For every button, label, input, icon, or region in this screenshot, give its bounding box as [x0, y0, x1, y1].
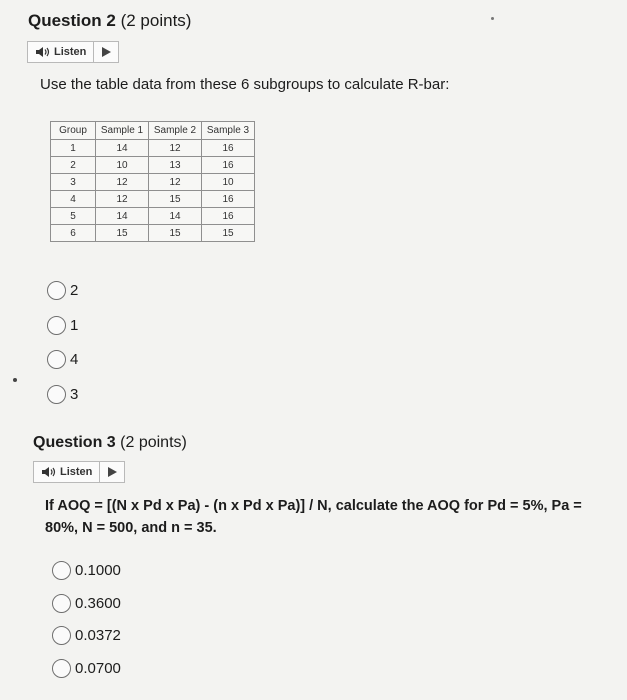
table-row — [51, 157, 255, 174]
question-3-option-2[interactable] — [52, 594, 121, 613]
subgroup-data-table — [50, 121, 255, 242]
question-2-points: (2 points) — [120, 11, 192, 30]
radio-button[interactable] — [52, 561, 71, 580]
table-cell: 16 — [202, 191, 255, 208]
table-cell: 12 — [149, 140, 202, 157]
play-icon — [108, 467, 117, 477]
table-cell: 15 — [202, 225, 255, 242]
table-cell: 15 — [149, 191, 202, 208]
table-row — [51, 208, 255, 225]
question-2-listen-button[interactable] — [28, 42, 94, 62]
radio-button[interactable] — [47, 281, 66, 300]
option-label: 0.3600 — [75, 595, 121, 612]
table-cell: 14 — [149, 208, 202, 225]
table-row — [51, 174, 255, 191]
table-row — [51, 191, 255, 208]
table-row — [51, 140, 255, 157]
question-3-option-4[interactable] — [52, 659, 121, 678]
table-cell-group: 3 — [51, 174, 96, 191]
question-3-listen-label: Listen — [60, 466, 93, 478]
question-3-number: Question 3 — [33, 434, 116, 451]
table-cell-group: 6 — [51, 225, 96, 242]
table-cell: 12 — [96, 191, 149, 208]
stray-dot — [491, 17, 494, 20]
table-cell-group: 2 — [51, 157, 96, 174]
table-cell: 10 — [202, 174, 255, 191]
table-cell-group: 1 — [51, 140, 96, 157]
question-3-option-3[interactable] — [52, 626, 121, 645]
table-row — [51, 225, 255, 242]
question-3-listen-control — [33, 461, 125, 483]
question-3-listen-button[interactable] — [34, 462, 100, 482]
question-2-option-1[interactable] — [47, 281, 78, 300]
question-2-option-4[interactable] — [47, 385, 78, 404]
table-cell: 14 — [96, 140, 149, 157]
speaker-icon — [41, 466, 57, 478]
table-cell: 13 — [149, 157, 202, 174]
table-cell: 10 — [96, 157, 149, 174]
table-cell: 12 — [96, 174, 149, 191]
option-label: 0.1000 — [75, 562, 121, 579]
play-icon — [102, 47, 111, 57]
option-label: 0.0700 — [75, 660, 121, 677]
option-label: 0.0372 — [75, 627, 121, 644]
table-header-sample-3: Sample 3 — [202, 122, 255, 140]
radio-button[interactable] — [52, 594, 71, 613]
table-cell: 16 — [202, 140, 255, 157]
table-cell: 16 — [202, 157, 255, 174]
option-label: 2 — [70, 282, 79, 299]
speaker-icon — [35, 46, 51, 58]
option-label: 3 — [70, 386, 79, 403]
question-3-option-1[interactable] — [52, 561, 121, 580]
table-header-sample-1: Sample 1 — [96, 122, 149, 140]
table-header-group: Group — [51, 122, 96, 140]
question-3-title — [33, 434, 187, 452]
table-cell: 15 — [96, 225, 149, 242]
question-2-number: Question 2 — [28, 11, 116, 30]
question-2-prompt: Use the table data from these 6 subgroups to calculate R-bar: — [40, 76, 450, 93]
table-cell-group: 4 — [51, 191, 96, 208]
table-cell: 12 — [149, 174, 202, 191]
option-label: 4 — [70, 351, 79, 368]
radio-button[interactable] — [52, 659, 71, 678]
radio-button[interactable] — [52, 626, 71, 645]
radio-button[interactable] — [47, 350, 66, 369]
radio-button[interactable] — [47, 316, 66, 335]
table-cell: 15 — [149, 225, 202, 242]
question-2-option-3[interactable] — [47, 350, 78, 369]
question-2-listen-label: Listen — [54, 46, 87, 58]
table-cell: 16 — [202, 208, 255, 225]
question-2-title — [28, 11, 191, 31]
table-header-row — [51, 122, 255, 140]
option-label: 1 — [70, 317, 79, 334]
table-cell-group: 5 — [51, 208, 96, 225]
question-2-play-button[interactable] — [94, 42, 118, 62]
question-3-points: (2 points) — [120, 434, 187, 451]
radio-button[interactable] — [47, 385, 66, 404]
stray-dot — [13, 378, 17, 382]
table-cell: 14 — [96, 208, 149, 225]
table-header-sample-2: Sample 2 — [149, 122, 202, 140]
question-3-prompt: If AOQ = [(N x Pd x Pa) - (n x Pd x Pa)] / N, calculate the AOQ for Pd = 5%, Pa = 80%, N = 500, and n = 35. — [45, 498, 582, 536]
question-3-play-button[interactable] — [100, 462, 124, 482]
question-2-option-2[interactable] — [47, 316, 78, 335]
question-2-listen-control — [27, 41, 119, 63]
